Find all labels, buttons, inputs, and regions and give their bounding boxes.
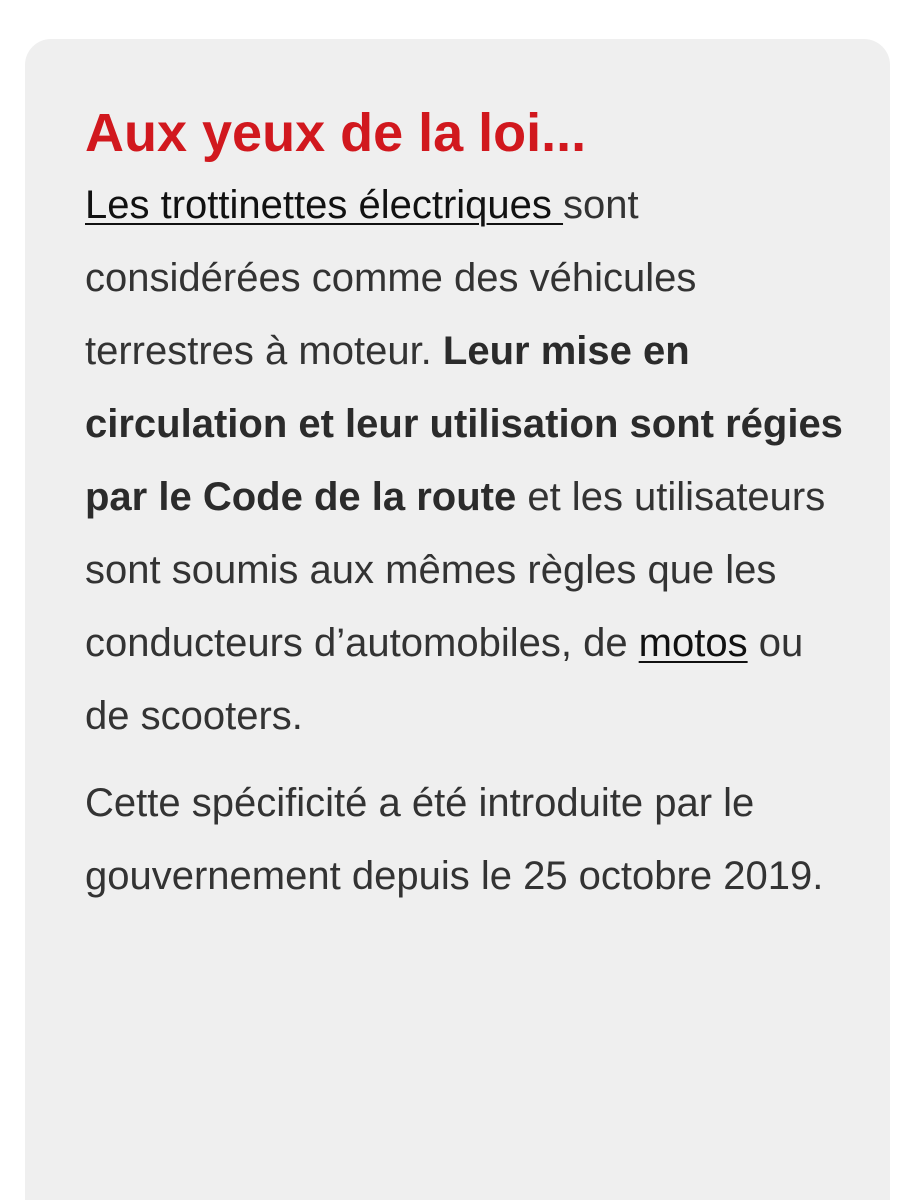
paragraph-date-info: Cette spécificité a été introduite par le gouvernement depuis le 25 octobre 2019.: [85, 781, 824, 898]
link-motos[interactable]: motos: [638, 621, 748, 665]
paragraph-bold-text: Leur mise en circulation et leur utilisation sont régies par le Code de la route: [85, 329, 843, 519]
law-info-box: [25, 39, 890, 1200]
link-electric-scooters[interactable]: Les trottinettes électriques: [85, 183, 564, 227]
box-title: Aux yeux de la loi...: [85, 103, 587, 163]
paragraph-text-3: ou de scooters.: [85, 621, 804, 738]
paragraph-law-definition: [85, 169, 850, 753]
paragraph-text-1: sont considérées comme des véhicules terrestres à moteur.: [85, 183, 697, 373]
paragraph-text-2: et les utilisateurs sont soumis aux mêmes règles que les conducteurs d’automobiles, de: [85, 475, 826, 665]
